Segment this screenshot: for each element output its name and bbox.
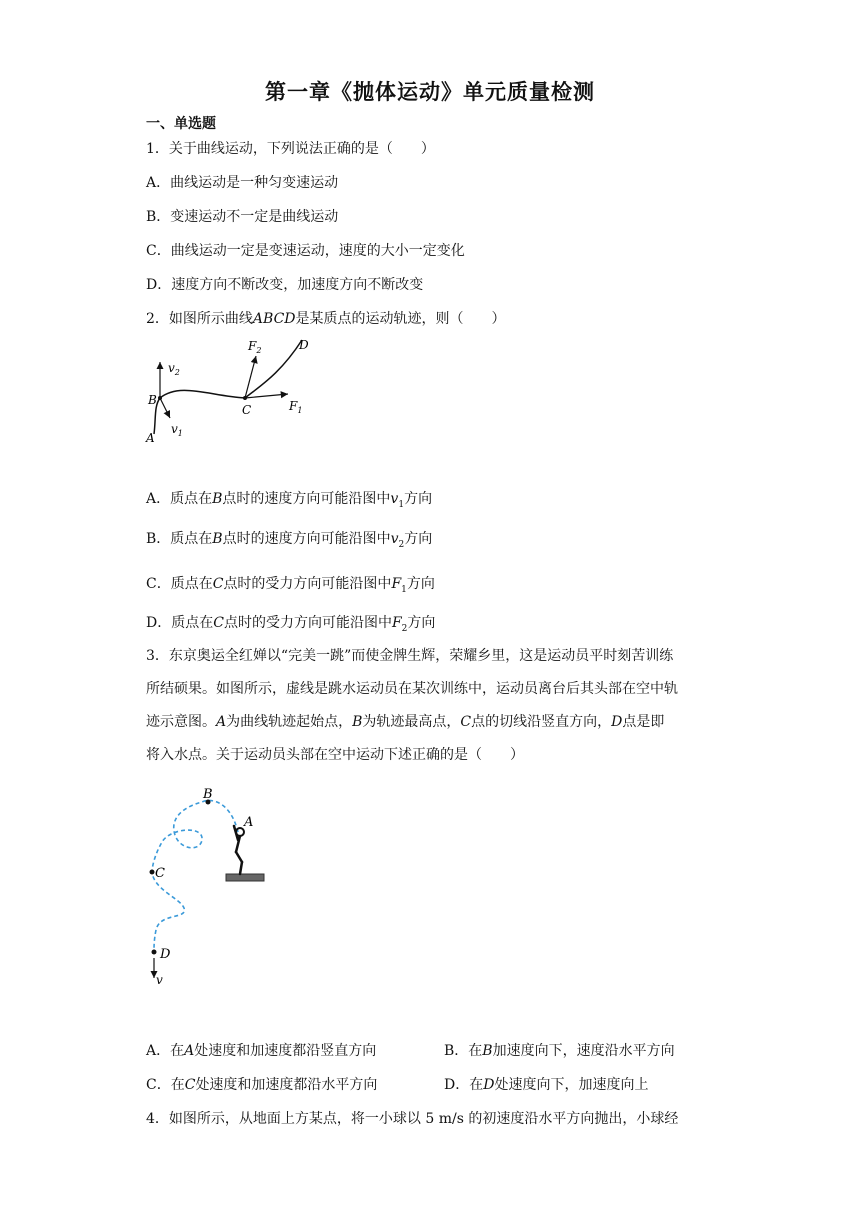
q1-option-b: B．变速运动不一定是曲线运动 — [146, 209, 339, 225]
q1-option-a: A．曲线运动是一种匀变速运动 — [146, 175, 339, 191]
svg-text:A: A — [244, 815, 254, 830]
trajectory-curve — [154, 340, 302, 434]
q3-option-d: D．在D处速度向下，加速度向上 — [444, 1077, 649, 1093]
q2-stem: 2．如图所示曲线ABCD是某质点的运动轨迹，则（ ） — [146, 311, 506, 327]
svg-text:F2: $F_2$ — [248, 339, 262, 355]
svg-text:F1: $F_1$ — [289, 399, 303, 415]
svg-text:D: D — [160, 947, 171, 962]
svg-text:v: v — [156, 973, 163, 987]
q1-option-d: D．速度方向不断改变，加速度方向不断改变 — [146, 277, 424, 293]
q3-stem: 3．东京奥运全红婵以“完美一跳”而使金牌生辉，荣耀乡里，这是运动员平时刻苦训练 所结硕果。如图所示，虚线是跳水运动员在某次训练中，运动员离台后其头部在空中轨 迹示意图。A为曲线轨迹起始点，B为轨迹最高点，C点的切线沿竖直方向，D点是即 将入水点。关于运动员头部在空中运动下述正确的是（ ） — [146, 648, 678, 763]
q2-trajectory-figure — [140, 334, 330, 450]
diver-icon — [234, 826, 244, 874]
q2-option-d: D．质点在C点时的受力方向可能沿图中$F_2$方向 — [146, 615, 436, 634]
svg-text:C: C — [155, 866, 165, 881]
svg-text:C: C — [242, 403, 252, 417]
page-title: 第一章《抛体运动》单元质量检测 — [265, 80, 595, 104]
q3-option-a: A．在A处速度和加速度都沿竖直方向 — [146, 1043, 377, 1059]
q3-diving-figure — [140, 780, 280, 990]
f1-arrow — [245, 394, 288, 398]
q2-option-b: B．质点在B点时的速度方向可能沿图中$v_2$方向 — [146, 531, 433, 550]
section-heading: 一、单选题 — [146, 116, 216, 132]
q1-stem: 1．关于曲线运动，下列说法正确的是（ ） — [146, 141, 435, 157]
q2-option-c: C．质点在C点时的受力方向可能沿图中$F_1$方向 — [146, 576, 435, 595]
svg-text:v2: $v_2$ — [168, 361, 180, 377]
svg-text:A: A — [146, 431, 155, 445]
svg-text:B: B — [148, 393, 157, 407]
q3-option-b: B．在B加速度向下，速度沿水平方向 — [444, 1043, 675, 1059]
q1-option-c: C．曲线运动一定是变速运动，速度的大小一定变化 — [146, 243, 465, 259]
q3-option-c: C．在C处速度和加速度都沿水平方向 — [146, 1077, 378, 1093]
v1-arrow — [160, 398, 170, 418]
svg-text:D: D — [299, 338, 309, 352]
svg-text:B: B — [203, 787, 213, 802]
q4-stem: 4．如图所示，从地面上方某点，将一小球以 5 m/s 的初速度沿水平方向抛出，小球经 — [146, 1111, 679, 1127]
svg-text:v1: $v_1$ — [171, 422, 183, 438]
q2-option-a: A．质点在B点时的速度方向可能沿图中$v_1$方向 — [146, 491, 433, 510]
diving-platform — [226, 874, 264, 881]
